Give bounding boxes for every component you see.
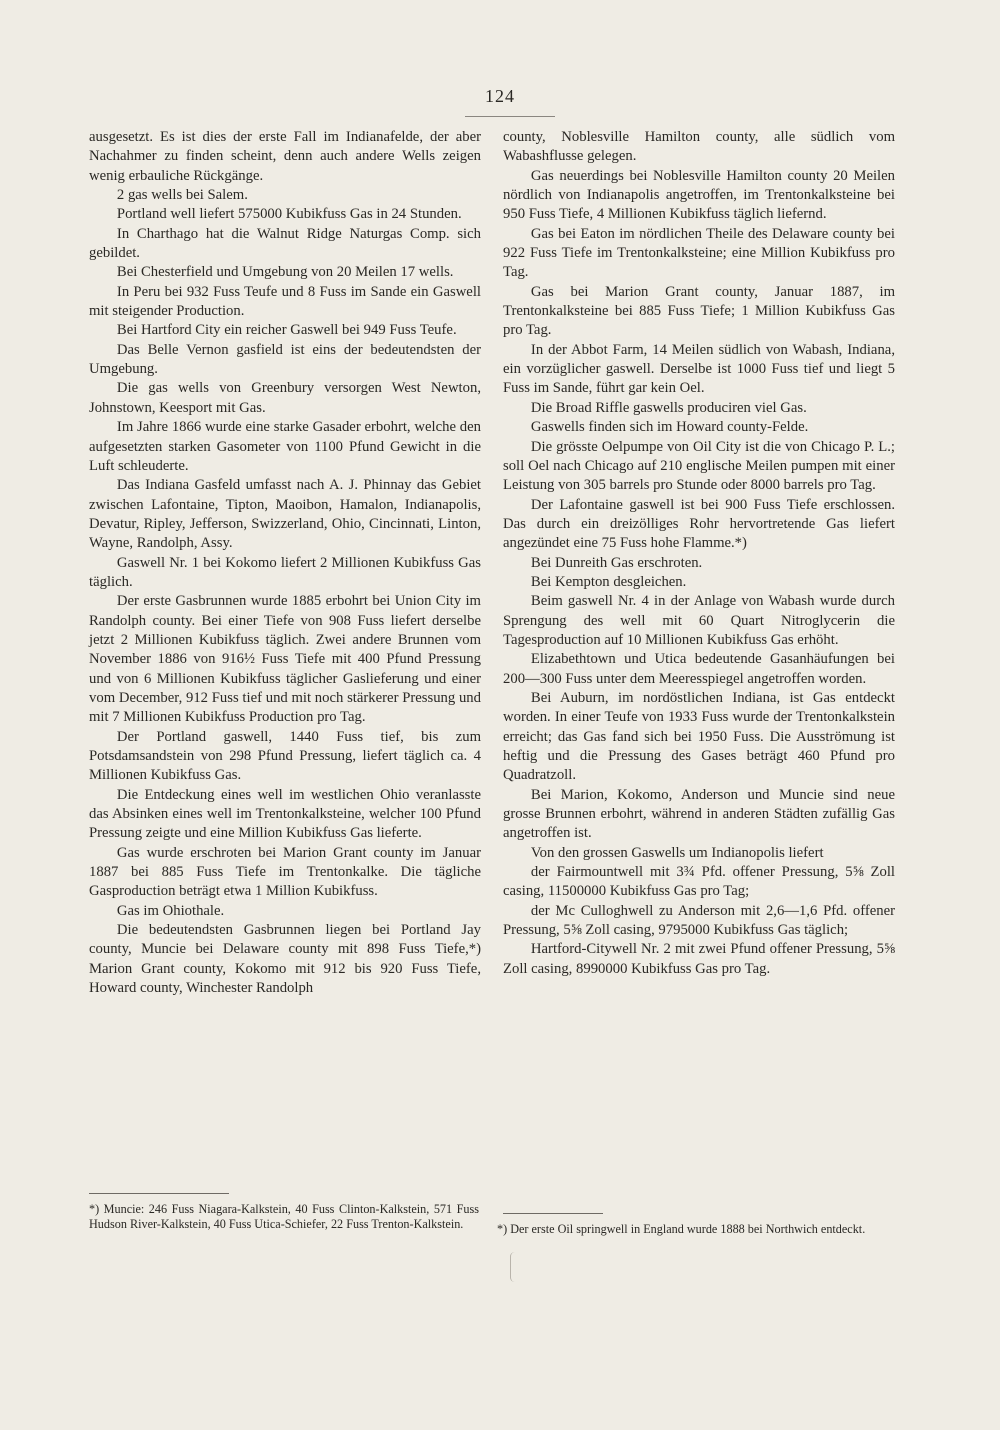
paragraph: Bei Kempton desgleichen.	[530, 573, 687, 590]
paragraph: ausgesetzt. Es ist dies der erste Fall im Indianafelde, der aber Nachahmer zu finden scheint, denn auch andere Wells zeigen wenig erbauliche Rückgänge.	[89, 129, 481, 184]
paragraph: Von den grossen Gaswells um Indianopolis liefert	[530, 844, 824, 861]
paragraph: In Charthago hat die Walnut Ridge Naturgas Comp. sich gebildet.	[89, 225, 481, 262]
paragraph: Gaswells finden sich im Howard county-Felde.	[530, 419, 809, 436]
paragraph: Der Portland gaswell, 1440 Fuss tief, bis zum Potsdamsandstein von 298 Pfund Pressung, liefert täglich ca. 4 Millionen Kubikfuss Gas.	[89, 728, 481, 784]
paragraph: In Peru bei 932 Fuss Teufe und 8 Fuss im Sande ein Gaswell mit steigender Production.	[89, 283, 481, 320]
paragraph: Gas neuerdings bei Noblesville Hamilton county 20 Meilen nördlich von Indianapolis angetroffen, im Trentonkalksteine bei 950 Fuss Tiefe, 4 Millionen Kubikfuss täglich liefernd.	[503, 167, 895, 223]
paragraph: 2 gas wells bei Salem.	[116, 187, 248, 204]
paragraph: Elizabethtown und Utica bedeutende Gasanhäufungen bei 200—300 Fuss unter dem Meeresspiegel angetroffen worden.	[503, 651, 895, 687]
paragraph: der Mc Culloghwell zu Anderson mit 2,6—1,6 Pfd. offener Pressung, 5⅝ Zoll casing, 9795000 Kubikfuss Gas täglich;	[503, 902, 895, 939]
paragraph: Gaswell Nr. 1 bei Kokomo liefert 2 Millionen Kubikfuss Gas täglich.	[89, 554, 481, 590]
footnote-left: *) Muncie: 246 Fuss Niagara-Kalkstein, 40 Fuss Clinton-Kalkstein, 571 Fuss Hudson River-Kalkstein, 40 Fuss Utica-Schiefer, 22 Fuss Trenton-Kalkstein.	[89, 1202, 479, 1231]
paragraph: Gas wurde erschroten bei Marion Grant county im Januar 1887 bei 885 Fuss Tiefe im Trentonkalke. Die tägliche Gasproduction beträgt etwa 1 Million Kubikfuss.	[89, 844, 481, 900]
footnote-divider-left	[89, 1193, 229, 1194]
paragraph: Bei Dunreith Gas erschroten.	[530, 554, 703, 571]
paragraph: Bei Auburn, im nordöstlichen Indiana, ist Gas entdeckt worden. In einer Teufe von 1933 Fuss wurde der Trentonkalkstein erreicht; das Gas fand sich bei 1950 Fuss. Die Ausströmung ist heftig und die Pressung des Gases beträgt 460 Pfund pro Quadratzoll.	[503, 689, 895, 784]
paragraph: Bei Marion, Kokomo, Anderson und Muncie sind neue grosse Brunnen erbohrt, während in anderen Städten zufällig Gas angetroffen ist.	[503, 786, 895, 842]
paragraph: Die gas wells von Greenbury versorgen West Newton, Johnstown, Keesport mit Gas.	[89, 380, 481, 416]
footnote-divider-right	[503, 1213, 603, 1214]
paragraph: Hartford-Citywell Nr. 2 mit zwei Pfund offener Pressung, 5⅝ Zoll casing, 8990000 Kubikfuss Gas pro Tag.	[503, 941, 895, 977]
footnote-right: *) Der erste Oil springwell in England wurde 1888 bei Northwich entdeckt.	[497, 1222, 866, 1236]
paragraph: Im Jahre 1866 wurde eine starke Gasader erbohrt, welche den aufgesetzten starken Gasometer von 1100 Pfund Gewicht in die Luft schleuderte.	[89, 419, 481, 474]
paragraph: Gas im Ohiothale.	[116, 902, 225, 919]
paragraph: Das Belle Vernon gasfield ist eins der bedeutendsten der Umgebung.	[89, 341, 481, 378]
paragraph: In der Abbot Farm, 14 Meilen südlich von Wabash, Indiana, ein vorzüglicher gaswell. Derselbe ist 1000 Fuss tief und liegt 5 Fuss im Sande, führt gar kein Oel.	[503, 341, 895, 397]
header-rule	[465, 116, 555, 117]
scan-artifact	[510, 1252, 519, 1282]
right-column	[503, 128, 895, 979]
paragraph: der Fairmountwell mit 3¾ Pfd. offener Pressung, 5⅝ Zoll casing, 11500000 Kubikfuss Gas pro Tag;	[503, 864, 895, 900]
paragraph: Bei Hartford City ein reicher Gaswell bei 949 Fuss Teufe.	[116, 322, 457, 339]
paragraph: Bei Chesterfield und Umgebung von 20 Meilen 17 wells.	[116, 264, 454, 281]
paragraph: Beim gaswell Nr. 4 in der Anlage von Wabash wurde durch Sprengung des well mit 60 Quart Nitroglycerin die Tagesproduction auf 10 Millionen Kubikfuss Gas erhöht.	[503, 593, 895, 648]
paragraph: county, Noblesville Hamilton county, alle südlich vom Wabashflusse gelegen.	[503, 129, 895, 165]
page-number: 124	[485, 86, 515, 106]
paragraph: Der Lafontaine gaswell ist bei 900 Fuss Tiefe erschlossen. Das durch ein dreizölliges Rohr hervortretende Gas liefert angezündet eine 75 Fuss hohe Flamme.*)	[503, 496, 895, 552]
paragraph: Die Broad Riffle gaswells produciren viel Gas.	[530, 399, 807, 416]
paragraph: Gas bei Marion Grant county, Januar 1887, im Trentonkalksteine bei 885 Fuss Tiefe; 1 Million Kubikfuss Gas pro Tag.	[503, 283, 895, 339]
paragraph: Gas bei Eaton im nördlichen Theile des Delaware county bei 922 Fuss Tiefe im Trentonkalksteine; eine Million Kubikfuss pro Tag.	[503, 225, 895, 281]
left-column	[89, 128, 481, 998]
paragraph: Die Entdeckung eines well im westlichen Ohio veranlasste das Absinken eines well im Trentonkalksteine, welcher 100 Pfund Pressung zeigte und eine Million Kubikfuss Gas lieferte.	[89, 786, 481, 842]
paragraph: Die bedeutendsten Gasbrunnen liegen bei Portland Jay county, Muncie bei Delaware county mit 898 Fuss Tiefe,*) Marion Grant county, Kokomo mit 912 bis 920 Fuss Tiefe, Howard county, Winchester Randolph	[89, 922, 481, 997]
paragraph: Portland well liefert 575000 Kubikfuss Gas in 24 Stunden.	[116, 206, 462, 223]
paragraph: Die grösste Oelpumpe von Oil City ist die von Chicago P. L.; soll Oel nach Chicago auf 210 englische Meilen pumpen mit einer Leistung von 305 barrels pro Stunde oder 8000 barrels pro Tag.	[503, 438, 895, 494]
paragraph: Der erste Gasbrunnen wurde 1885 erbohrt bei Union City im Randolph county. Bei einer Tiefe von 908 Fuss liefert derselbe jetzt 2 Millionen Kubikfuss täglich. Zwei andere Brunnen vom November 1886 von 916½ Fuss Tiefe mit 400 Pfund Pressung und von 6 Millionen Kubikfuss täglicher Gaslieferung und einer vom December, 912 Fuss tief und mit noch stärkerer Pressung und mit 7 Millionen Kubikfuss Production pro Tag.	[89, 593, 481, 726]
paragraph: Das Indiana Gasfeld umfasst nach A. J. Phinnay das Gebiet zwischen Lafontaine, Tipton, Maoibon, Hamalon, Indianapolis, Devatur, Ripley, Jefferson, Swizzerland, Ohio, Cincinnati, Linton, Wayne, Randolph, Assy.	[89, 477, 481, 552]
